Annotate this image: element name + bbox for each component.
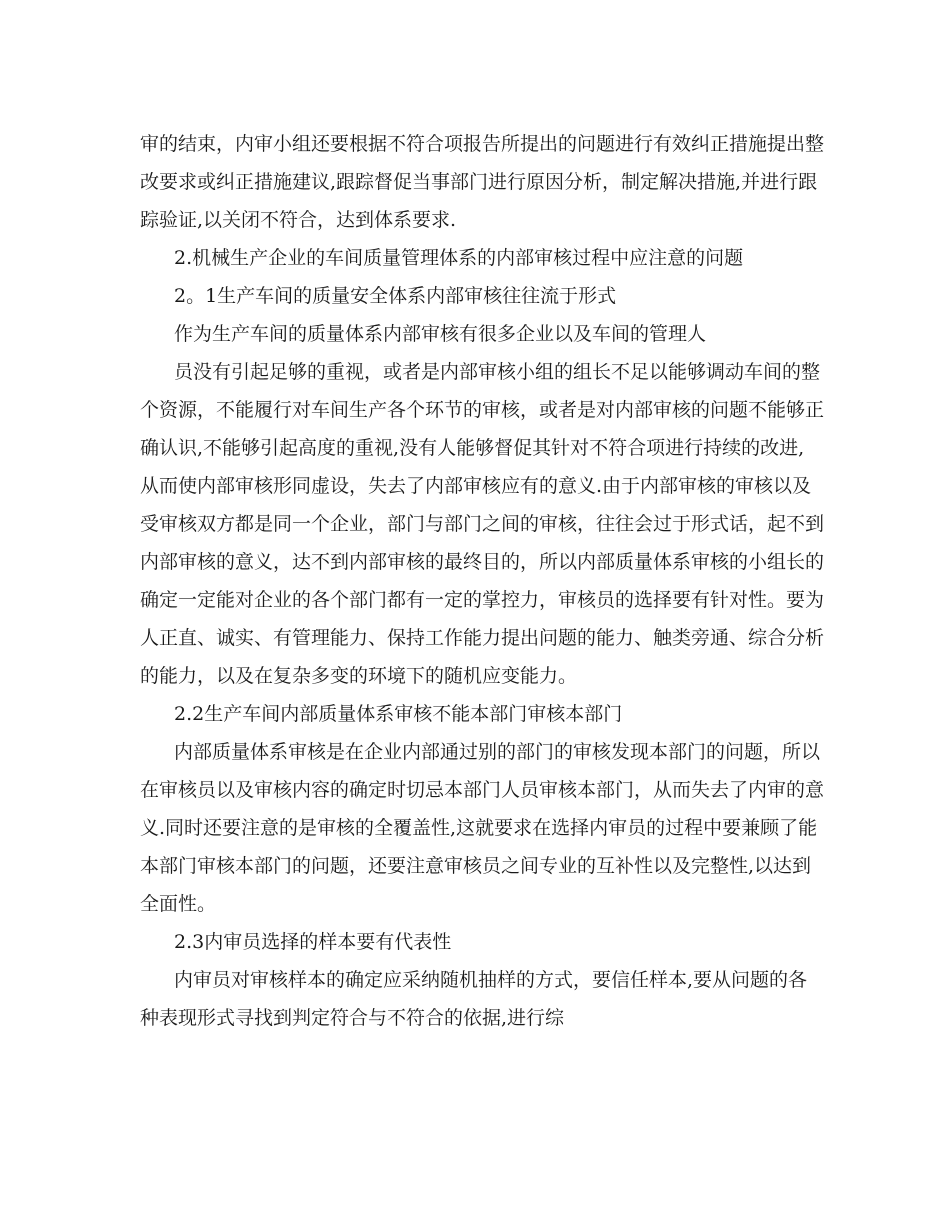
- text-line: 内部质量体系审核是在企业内部通过别的部门的审核发现本部门的问题，所以: [174, 741, 821, 763]
- text-line: 全面性。: [140, 893, 217, 915]
- text-line: 改要求或纠正措施建议,跟踪督促当事部门进行原因分析，制定解决措施,并进行跟: [140, 171, 818, 193]
- text-line: 审的结束，内审小组还要根据不符合项报告所提出的问题进行有效纠正措施提出整: [140, 133, 825, 155]
- text-line: 本部门审核本部门的问题，还要注意审核员之间专业的互补性以及完整性,以达到: [140, 855, 812, 877]
- text-line: 确定一定能对企业的各个部门都有一定的掌控力，审核员的选择要有针对性。要为: [140, 589, 825, 611]
- text-line: 的能力，以及在复杂多变的环境下的随机应变能力。: [140, 665, 578, 687]
- text-line: 踪验证,以关闭不符合，达到体系要求.: [140, 209, 457, 231]
- text-line: 从而使内部审核形同虚设，失去了内部审核应有的意义.由于内部审核的审核以及: [140, 475, 812, 497]
- text-line: 2.2生产车间内部质量体系审核不能本部门审核本部门: [174, 703, 623, 725]
- text-line: 确认识,不能够引起高度的重视,没有人能够督促其针对不符合项进行持续的改进,: [140, 437, 805, 459]
- text-line: 2.3内审员选择的样本要有代表性: [174, 931, 452, 953]
- text-line: 内部审核的意义，达不到内部审核的最终目的，所以内部质量体系审核的小组长的: [140, 551, 825, 573]
- document-body: [140, 125, 825, 1037]
- text-line: 作为生产车间的质量体系内部审核有很多企业以及车间的管理人: [174, 323, 707, 345]
- text-line: 义.同时还要注意的是审核的全覆盖性,这就要求在选择内审员的过程中要兼顾了能: [140, 817, 818, 839]
- text-line: 2.机械生产企业的车间质量管理体系的内部审核过程中应注意的问题: [174, 247, 744, 269]
- text-line: 内审员对审核样本的确定应采纳随机抽样的方式，要信任样本,要从问题的各: [174, 969, 808, 991]
- text-line: 2。1生产车间的质量安全体系内部审核往往流于形式: [174, 285, 617, 307]
- text-line: 人正直、诚实、有管理能力、保持工作能力提出问题的能力、触类旁通、综合分析: [140, 627, 825, 649]
- text-line: 在审核员以及审核内容的确定时切忌本部门人员审核本部门，从而失去了内审的意: [140, 779, 825, 801]
- text-line: 受审核双方都是同一个企业，部门与部门之间的审核，往往会过于形式话，起不到: [140, 513, 825, 535]
- text-line: 个资源，不能履行对车间生产各个环节的审核，或者是对内部审核的问题不能够正: [140, 399, 825, 421]
- text-line: 员没有引起足够的重视，或者是内部审核小组的组长不足以能够调动车间的整: [174, 361, 821, 383]
- text-line: 种表现形式寻找到判定符合与不符合的依据,进行综: [140, 1007, 565, 1029]
